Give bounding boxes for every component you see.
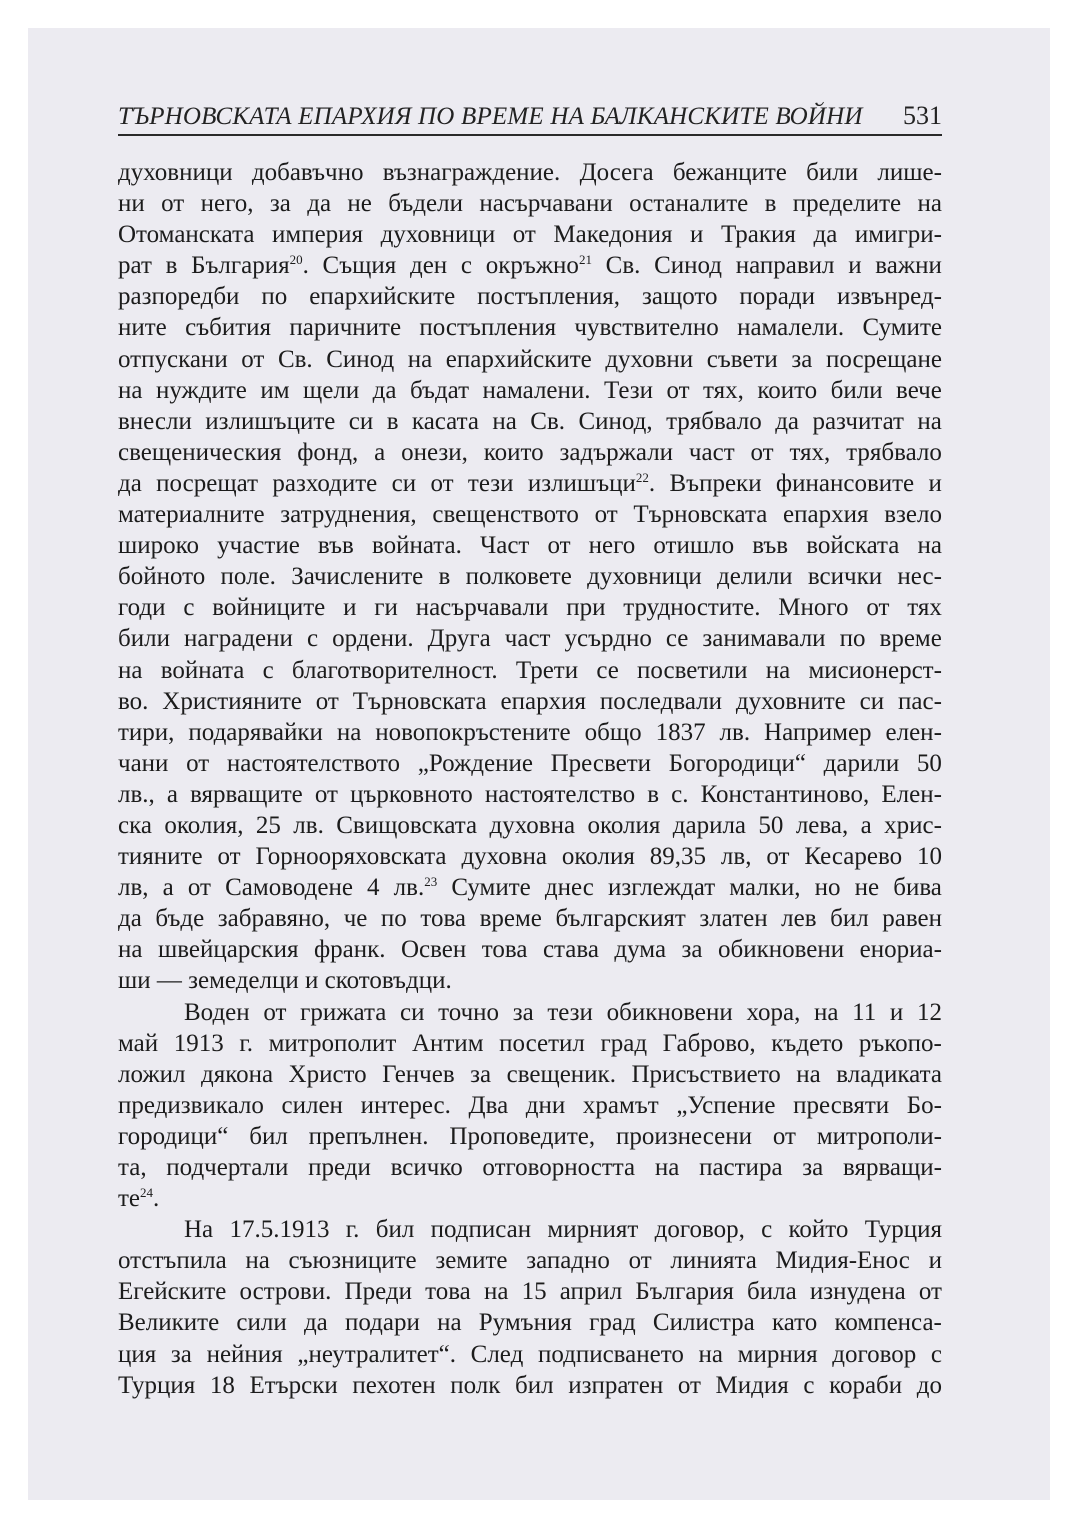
text-line: во. Християните от Търновската епархия последвали духовните си пас- — [118, 687, 942, 715]
text-line: $те^{24}$. — [118, 1185, 160, 1213]
text-line: годи с войниците и ги насърчавали при трудностите. Много от тях — [118, 594, 942, 622]
text-line: ложил дякона Христо Генчев за свещеник. Присъствието на владиката — [118, 1060, 942, 1088]
text-line: широко участие във войната. Част от него отишло във войската на — [118, 532, 942, 560]
page-number: 531 — [903, 101, 942, 130]
text-line: били наградени с ордени. Друга част усърдно се занимавали по време — [118, 625, 942, 653]
text-line: май 1913 г. митрополит Антим посетил град Габрово, където ръкопо- — [118, 1029, 942, 1057]
text-line: тири, подарявайки на новопокръстените общо 1837 лв. Например елен- — [118, 718, 942, 746]
text-line: да бъде забравяно, че по това време българският златен лев бил равен — [118, 905, 942, 933]
text-line: предизвикало силен интерес. Два дни храмът „Успение пресвяти Бо- — [118, 1091, 942, 1119]
text-line: ция за нейния „неутралитет“. След подписването на мирния договор с — [118, 1340, 942, 1368]
footnote-ref: 24 — [140, 1185, 154, 1201]
text-line: ни от него, за да не бъдели насърчавани останалите в пределите на — [118, 190, 942, 218]
text-line: Отоманската империя духовници от Македония и Тракия да имигри- — [118, 221, 942, 249]
header-rule — [118, 134, 942, 136]
text-line: Турция 18 Етърски пехотен полк бил изпратен от Мидия с кораби до — [118, 1371, 942, 1399]
running-head-title: ТЪРНОВСКАТА ЕПАРХИЯ ПО ВРЕМЕ НА БАЛКАНСКИТЕ ВОЙНИ — [118, 103, 863, 130]
footnote-ref: 21 — [578, 252, 592, 268]
text-line: внесли излишъците си в касата на Св. Синод, трябвало да разчитат на — [118, 407, 942, 435]
footnote-ref: 20 — [289, 252, 303, 268]
text-line: та, подчертали преди всичко отговорността на пастира за вярващи- — [118, 1154, 942, 1181]
text-line: свещеническия фонд, а онези, които задържали част от тях, трябвало — [118, 438, 942, 466]
text-line: на войната с благотворителност. Трети се посветили на мисионерст- — [118, 656, 942, 684]
text-line: Егейските острови. Преди това на 15 април България била изнудена от — [118, 1278, 942, 1306]
text-line: духовници добавъчно възнаграждение. Досега бежанците били лише- — [118, 159, 942, 186]
text-line: На 17.5.1913 г. бил подписан мирният договор, с който Турция — [184, 1216, 942, 1244]
text-line: ши — земеделци и скотовъдци. — [118, 967, 452, 995]
text-line: ска околия, 25 лв. Свищовската духовна околия дарила 50 лева, а хрис- — [118, 811, 942, 839]
text-line: разпоредби по епархийските постъпления, защото поради извънред- — [118, 283, 942, 311]
footnote-ref: 23 — [424, 874, 438, 890]
text-line: материалните затруднения, свещенството от Търновската епархия взело — [118, 501, 942, 529]
text-line: да посрещат разходите си от тези излишъци$^{22}$. Въпреки финансовите и — [118, 469, 942, 497]
text-line: городици“ бил препълнен. Проповедите, произнесени от митрополи- — [118, 1122, 942, 1150]
running-head — [118, 101, 942, 129]
footnote-ref: 22 — [635, 469, 649, 485]
text-line: чани от настоятелството „Рождение Пресвети Богородици“ дарили 50 — [118, 749, 942, 777]
text-line: рат в България$^{20}$. Същия ден с окръжно$^{21}$ Св. Синод направил и важни — [118, 252, 942, 280]
text-line: отстъпила на съюзниците земите западно от линията Мидия-Енос и — [118, 1247, 942, 1275]
text-line: лв, а от Самоводене 4 лв.$^{23}$ Сумите днес изглеждат малки, но не бива — [118, 874, 942, 902]
body-text — [118, 157, 942, 1401]
text-line: лв., а вярващите от църковното настоятелство в с. Константиново, Елен- — [118, 780, 942, 808]
text-line: тияните от Горнооряховската духовна околия 89,35 лв, от Кесарево 10 — [118, 843, 942, 871]
text-line: на нуждите им щели да бъдат намалени. Тези от тях, които били вече — [118, 376, 942, 404]
text-line: Великите сили да подари на Румъния град Силистра като компенса- — [118, 1309, 942, 1337]
text-line: ните събития паричните постъпления чувствително намалели. Сумите — [118, 314, 942, 342]
text-line: Воден от грижата си точно за тези обикновени хора, на 11 и 12 — [184, 998, 942, 1026]
text-line: бойното поле. Зачислените в полковете духовници делили всички нес- — [118, 563, 942, 591]
text-line: отпускани от Св. Синод на епархийските духовни съвети за посрещане — [118, 345, 942, 373]
text-line: на швейцарския франк. Освен това става дума за обикновени енориа- — [118, 936, 942, 964]
